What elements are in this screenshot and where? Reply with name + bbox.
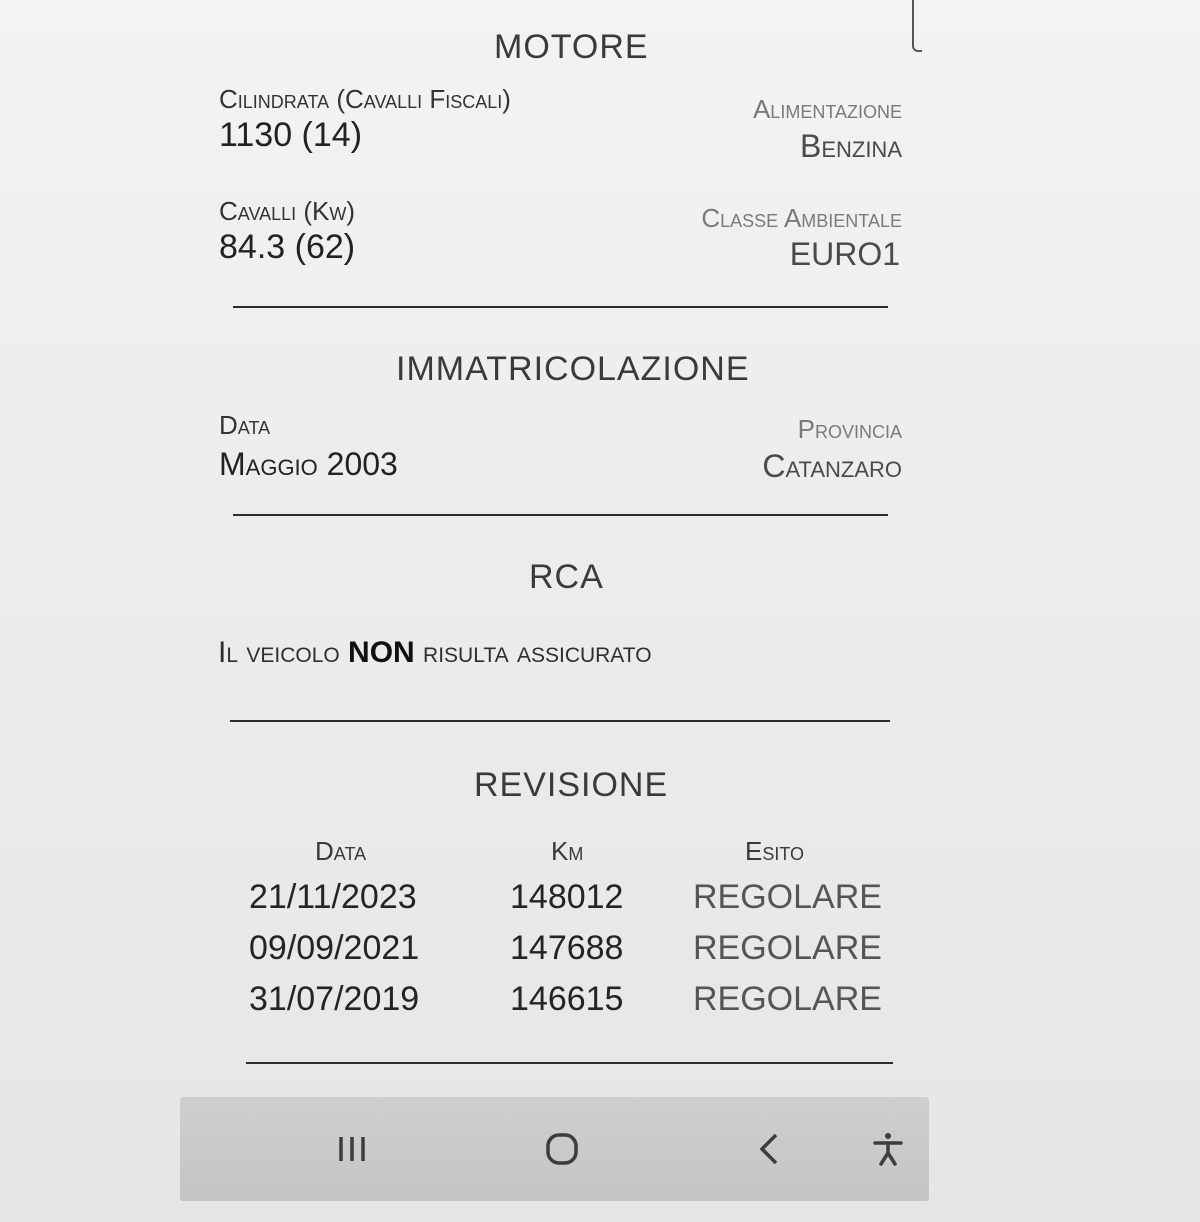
rca-text-pre: Il veicolo bbox=[218, 636, 349, 669]
back-icon[interactable] bbox=[738, 1117, 802, 1181]
provincia-value: Catanzaro bbox=[762, 448, 902, 484]
divider bbox=[233, 306, 888, 308]
immatricolazione-data-label: Data bbox=[219, 410, 271, 440]
immatricolazione-data-value: Maggio 2003 bbox=[219, 446, 398, 482]
classe-ambientale-label: Classe Ambientale bbox=[701, 203, 902, 233]
recent-apps-icon[interactable] bbox=[320, 1117, 384, 1181]
alimentazione-value: Benzina bbox=[799, 128, 902, 164]
cavalli-label: Cavalli (Kw) bbox=[219, 196, 356, 226]
column-header-esito: Esito bbox=[745, 836, 805, 866]
divider bbox=[246, 1062, 893, 1064]
navigation-bar bbox=[180, 1097, 929, 1201]
revisione-date: 21/11/2023 bbox=[249, 878, 417, 916]
revisione-esito: REGOLARE bbox=[693, 980, 882, 1018]
accessibility-icon[interactable] bbox=[856, 1117, 920, 1181]
classe-ambientale-value: EURO1 bbox=[789, 236, 900, 272]
rca-text-post: risulta assicurato bbox=[414, 636, 652, 669]
revisione-km: 147688 bbox=[510, 929, 624, 967]
section-title-immatricolazione: IMMATRICOLAZIONE bbox=[396, 350, 750, 388]
cavalli-value: 84.3 (62) bbox=[219, 228, 356, 266]
revisione-esito: REGOLARE bbox=[693, 878, 882, 916]
section-title-motore: MOTORE bbox=[494, 28, 649, 66]
page-corner-mark bbox=[912, 0, 922, 52]
revisione-date: 31/07/2019 bbox=[249, 980, 420, 1018]
rca-status-text bbox=[218, 636, 652, 670]
revisione-date: 09/09/2021 bbox=[249, 929, 420, 967]
alimentazione-label: Alimentazione bbox=[752, 94, 902, 124]
divider bbox=[233, 514, 888, 516]
column-header-data: Data bbox=[315, 836, 367, 866]
revisione-esito: REGOLARE bbox=[693, 929, 882, 967]
rca-text-bold: NON bbox=[348, 636, 415, 669]
section-title-revisione: REVISIONE bbox=[474, 766, 669, 804]
divider bbox=[230, 720, 890, 722]
revisione-km: 148012 bbox=[510, 878, 624, 916]
cilindrata-label: Cilindrata (Cavalli Fiscali) bbox=[219, 84, 511, 114]
section-title-rca: RCA bbox=[529, 558, 604, 596]
provincia-label: Provincia bbox=[797, 414, 902, 444]
cilindrata-value: 1130 (14) bbox=[219, 116, 363, 154]
home-icon[interactable] bbox=[530, 1117, 594, 1181]
column-header-km: Km bbox=[551, 836, 584, 866]
revisione-km: 146615 bbox=[510, 980, 624, 1018]
